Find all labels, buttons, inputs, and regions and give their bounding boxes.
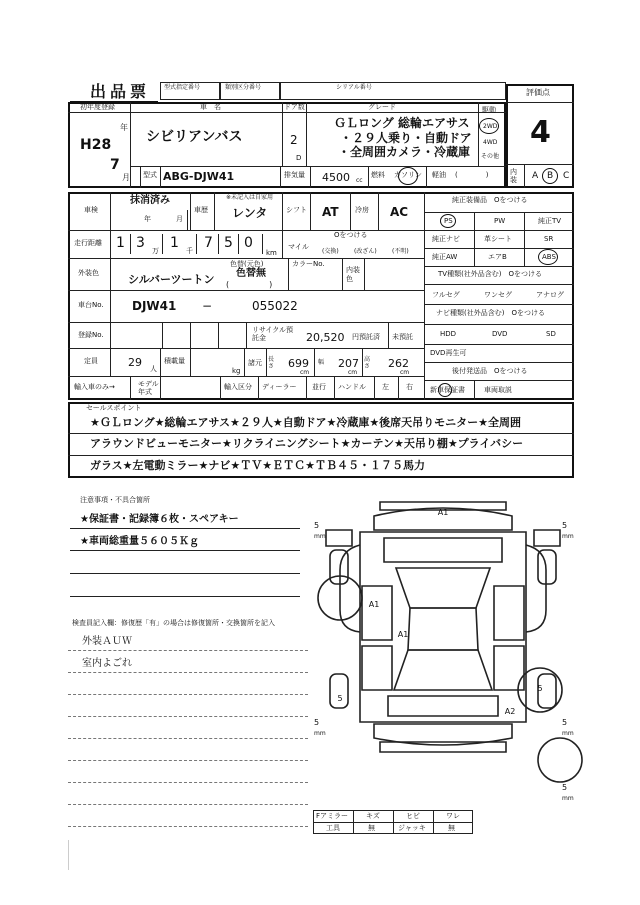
mileage-unit-sen: 千 [186,247,193,255]
tv-type-title: TV種類(社外品含む) Oをつける [438,270,543,278]
diagram-label-5-right: 5 [537,684,543,693]
fuel-label: 燃料 [371,171,385,179]
equip-tv: 純正TV [538,217,562,225]
history-value: レンタ [232,206,268,220]
model-value: ABG-DJW41 [163,170,235,183]
inspection-label: 車検 [84,206,98,214]
doors-value: 2 [290,133,298,147]
load-unit: kg [232,367,241,375]
mile-option: マイル [288,243,309,251]
diagram-label-a1-front: A1 [437,508,449,517]
fuel-gasoline-circle [398,167,418,185]
chassis-prefix: DJW41 [132,299,177,313]
inspector-line-2: 室内よごれ [82,658,132,669]
navi-hdd: HDD [440,330,457,338]
diagram-label-a1-center: A1 [397,630,409,639]
shift-value: AT [322,205,339,219]
mileage-tampered: (改ざん) [354,248,377,255]
import-parallel: 並行 [312,383,326,391]
score-value: 4 [530,115,551,150]
legend-header-3: ヒビ [406,812,420,820]
sales-line-2: アラウンドビューモニター★リクライニングシート★カーテン★天吊り棚★プライバシー [90,437,524,450]
import-dealer: ディーラー [262,383,297,391]
inspection-year-unit: 年 [144,215,151,223]
registration-label: 登録No. [78,331,104,339]
original-color-paren: ( ) [226,280,273,289]
note-line-1: ★保証書・記録簿６枚・スペアキー [80,514,239,525]
car-name-label: 車 名 [200,103,221,111]
mileage-unit-man: 万 [152,247,159,255]
fuel-other: ( ) [455,171,489,179]
first-registration-label: 初年度登録 [80,103,115,111]
interior-grade-b-circle [542,168,558,184]
tv-fullseg: フルセグ [432,291,460,299]
history-note: ※未記入は自家用 [226,194,274,201]
category-number-label: 類別区分番号 [225,84,262,91]
legend-value-2: 無 [368,824,375,832]
recycle-label: リサイクル預託金 [252,326,294,342]
equip-abs: ABS [542,253,556,261]
width-label: 幅 [318,359,325,366]
tire-depth-front-left: 5 [314,521,320,530]
vehicle-damage-diagram [300,490,585,820]
exterior-color-value: シルバーツートン [128,273,215,286]
legend-value-3: ジャッキ [398,824,426,832]
equip-leather: 革シート [484,235,512,243]
type-approval-number-label: 型式指定番号 [164,84,201,91]
drive-2wd: 2WD [483,123,498,130]
doors-unit: D [296,154,302,162]
diagram-label-5-left: 5 [337,694,343,703]
chassis-label: 車台No. [78,301,104,309]
legend-value-1: 工具 [326,824,340,832]
grade-line-2: ・２９人乗り・自動ドア [340,131,472,145]
year-unit: 年 [120,123,128,132]
displacement-value: 4500 [322,171,350,184]
length-label: 長さ [268,356,275,370]
import-type-label: 輸入区分 [224,383,252,391]
ac-value: AC [390,205,409,219]
mileage-digit-4: 7 [204,235,213,251]
fuel-gasoline: ガソリン [394,171,422,179]
serial-number-label: シリアル番号 [336,84,372,91]
interior-grade-b: B [547,171,554,181]
tire-depth-front-right-unit: mm [562,533,574,540]
navi-dvd: DVD [492,330,508,338]
inspection-month-unit: 月 [176,215,183,223]
notes-label: 注意事項・不具合箇所 [80,496,150,504]
tire-depth-rear-left-unit: mm [314,730,326,737]
recycle-deposited: 円預託済 [352,333,380,341]
note-line-2: ★車両総重量５６０５Ｋｇ [80,536,199,547]
score-label: 評価点 [526,88,550,97]
handle-right: 右 [406,383,413,391]
mileage-digit-5: 5 [224,235,233,251]
interior-grade-label: 内装 [510,168,517,184]
interior-color-label: 内装色 [346,266,360,283]
diagram-label-a2: A2 [504,707,516,716]
width-value: 207 [338,357,359,370]
equip-airbag: エアB [488,253,507,261]
mileage-circle-note: Oをつける [334,231,368,239]
equip-ps-circle [440,214,456,228]
capacity-unit: 人 [150,365,157,373]
model-year-label: モデル年式 [138,380,159,396]
capacity-value: 29 [128,356,142,369]
original-color-value: 色替無 [236,268,266,279]
navi-dvd-play: DVD再生可 [430,349,467,357]
height-label: 高さ [364,356,371,370]
mileage-exchanged: (交換) [322,248,339,255]
height-unit: cm [400,369,410,376]
grade-line-1: ＧＬロング 総輪エアサス [334,116,470,130]
mileage-digit-6: 0 [244,235,253,251]
capacity-label: 定員 [84,357,98,365]
mileage-digit-1: 1 [116,235,125,251]
sales-line-1: ★ＧＬロング★総輪エアサス★２９人★自動ドア★冷蔵庫★後席天吊りモニター★全周囲 [90,416,522,429]
equip-navi: 純正ナビ [432,235,460,243]
inspector-label: 検査員記入欄：修復歴「有」の場合は修復箇所・交換箇所を記入 [72,619,275,627]
sheet-title: 出品票 [90,82,151,101]
shipped-items-title: 後付発送品 Oをつける [452,367,528,375]
navi-type-title: ナビ種類(社外品含む) Oをつける [436,309,545,317]
tire-depth-rear-right-unit: mm [562,730,574,737]
tv-analog: アナログ [536,291,564,299]
navi-sd: SD [546,330,556,338]
color-code-label: カラーNo. [292,260,325,268]
equip-ps: PS [444,217,453,225]
tire-depth-front-left-unit: mm [314,533,326,540]
car-name: シビリアンバス [146,129,243,145]
drive-4wd: 4WD [483,139,498,146]
tire-depth-rear-left: 5 [314,718,320,727]
interior-grade-c: C [563,171,570,181]
equipment-title: 純正装備品 Oをつける [452,196,528,204]
registration-era-year: H28 [80,137,112,153]
diagram-label-a1-left: A1 [368,600,380,609]
equip-abs-circle [538,249,558,265]
month-unit: 月 [122,173,130,182]
legend-header-2: キズ [366,812,380,820]
ac-label: 冷房 [355,206,369,214]
recycle-unpaid: 未預託 [392,333,413,341]
handle-label: ハンドル [338,383,366,391]
sales-line-3: ガラス★左電動ミラー★ナビ★ＴＶ★ＥＴＣ★ＴＢ４５・１７５馬力 [90,459,425,472]
equip-aw: 純正AW [432,253,458,261]
chassis-number: 055022 [252,299,298,313]
drive-2wd-circle [479,118,499,134]
fuel-diesel: 軽油 [432,171,446,179]
shift-label: シフト [286,206,307,214]
history-label: 車歴 [194,206,208,214]
registration-month: 7 [110,157,120,173]
sales-point-label: セールスポイント [86,404,142,412]
vehicle-manual: 車両取説 [484,386,512,394]
warranty-book: 新車保証書 [430,386,465,394]
equip-sr: SR [544,235,554,243]
length-value: 699 [288,357,309,370]
spec-label: 諸元 [248,359,262,367]
mileage-label: 走行距離 [74,239,102,247]
height-value: 262 [388,357,409,370]
displacement-label: 排気量 [284,171,305,179]
warranty-book-circle [438,383,452,397]
length-unit: cm [300,369,310,376]
legend-header-1: Fアミラー [316,812,349,820]
mileage-digit-2: 3 [136,235,145,251]
tire-depth-spare: 5 [562,783,568,792]
equip-pw: PW [494,217,506,225]
import-label: 輸入車のみ→ [74,383,115,391]
model-label: 型式 [143,171,157,179]
drive-label: 駆動 [482,106,496,114]
recycle-value: 20,520 [306,331,345,344]
mileage-unknown: (不明) [392,248,409,255]
tv-oneseg: ワンセグ [484,291,512,299]
grade-label: グレード [368,103,396,111]
original-color-label: 色替(元色) [230,260,264,268]
inspection-value: 抹消済み [130,195,170,206]
inspector-line-1: 外装ＡＵＷ [82,636,132,647]
tire-depth-spare-unit: mm [562,795,574,802]
tire-depth-front-right: 5 [562,521,568,530]
mileage-unit-km: km [266,249,277,257]
grade-line-3: ・全周囲カメラ・冷蔵庫 [338,145,471,159]
legend-value-4: 無 [448,824,455,832]
exterior-color-label: 外装色 [78,269,99,277]
displacement-unit: cc [356,177,363,184]
mileage-digit-3: 1 [170,235,179,251]
chassis-dash: − [202,299,213,313]
doors-label: ドア数 [284,103,305,111]
handle-left: 左 [382,383,389,391]
tire-depth-rear-right: 5 [562,718,568,727]
width-unit: cm [348,369,358,376]
load-label: 積載量 [164,357,185,365]
legend-header-4: ワレ [446,812,460,820]
drive-other: その他 [481,153,500,160]
interior-grade-a: A [532,171,539,181]
